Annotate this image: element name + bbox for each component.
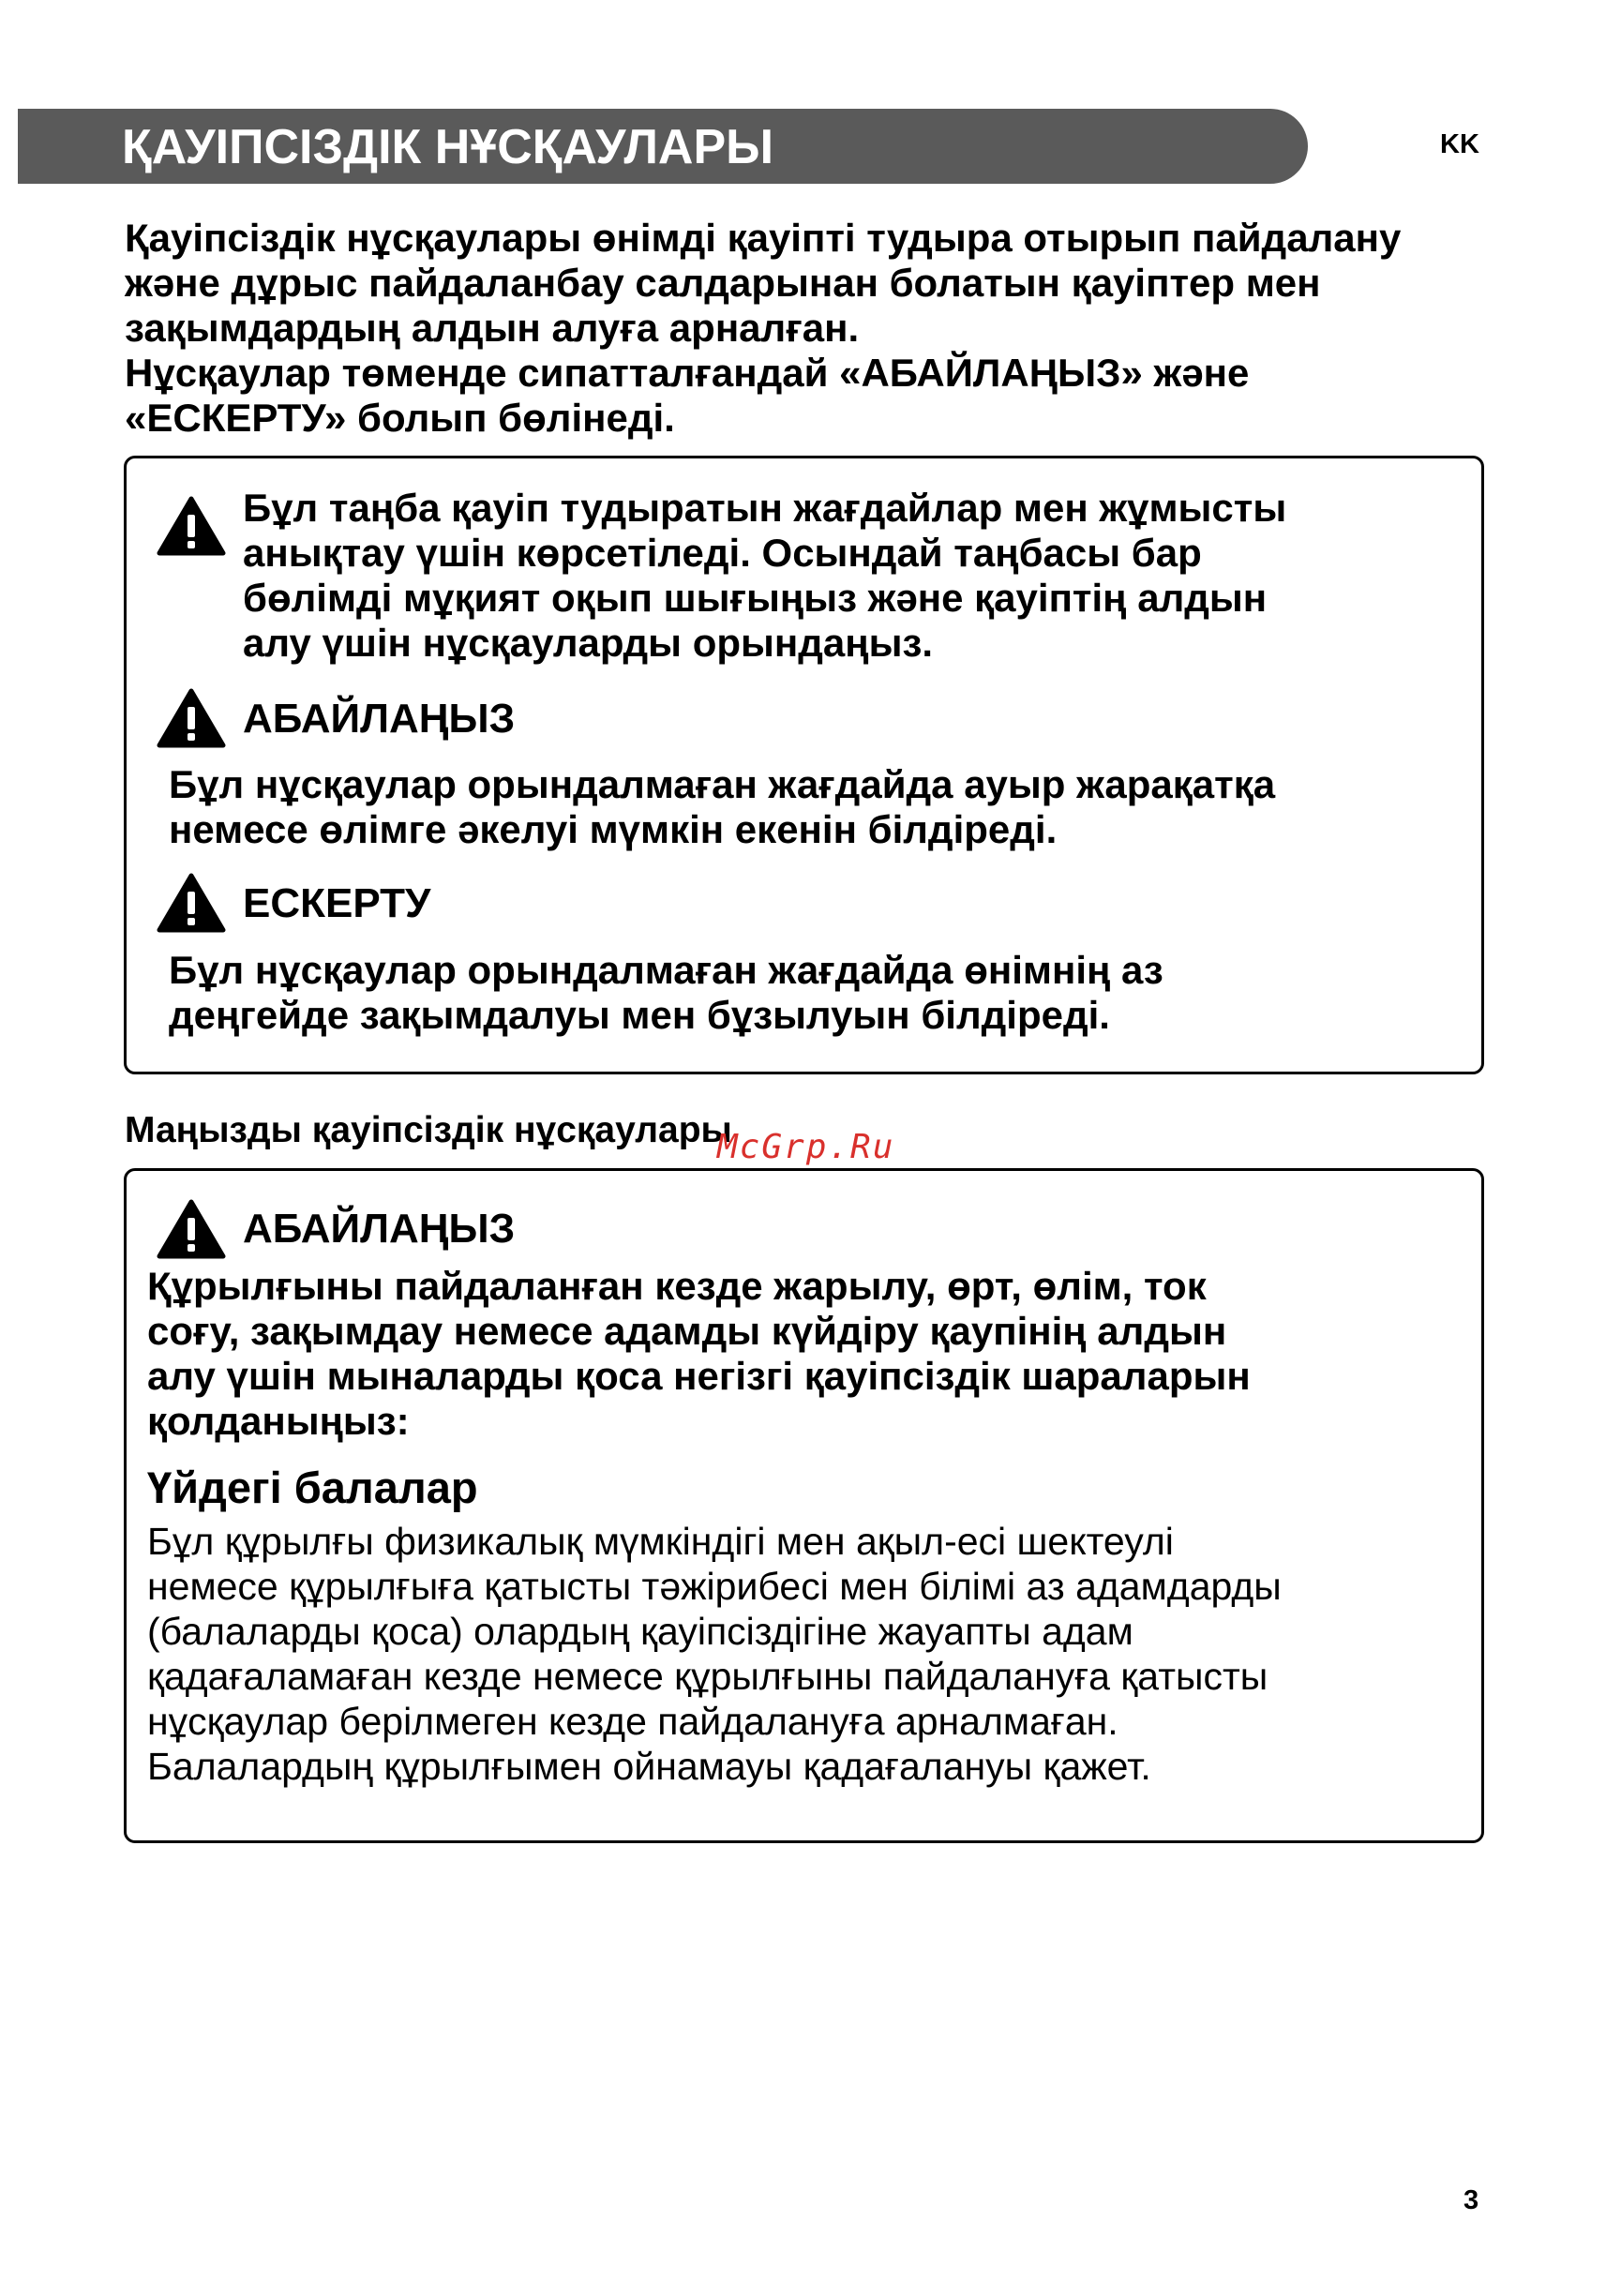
warning-label: АБАЙЛАҢЫЗ xyxy=(243,696,516,742)
watermark: McGrp.Ru xyxy=(717,1128,895,1166)
warning-description: Бұл нұсқаулар орындалмаған жағдайда ауыр жарақатқа немесе өлімге әкелуі мүмкін екенін білдіреді. xyxy=(169,762,1276,851)
intro-paragraph xyxy=(125,216,1493,441)
intro-line: Нұсқаулар төменде сипатталғандай «АБАЙЛАҢЫЗ» және xyxy=(125,351,1250,395)
intro-line: зақымдардың алдын алуға арналған. xyxy=(125,306,860,350)
section-title: Маңызды қауіпсіздік нұсқаулары xyxy=(125,1110,732,1150)
important-intro: Құрылғыны пайдаланған кезде жарылу, өрт, өлім, ток соғу, зақымдау немесе адамды күйдіру қаупінің алдын алу үшін мыналарды қоса негізгі қауіпсіздік шараларын қолданыңыз: xyxy=(147,1264,1251,1443)
intro-line: «ЕСКЕРТУ» болып бөлінеді. xyxy=(125,396,675,440)
important-warning-label: АБАЙЛАҢЫЗ xyxy=(243,1206,516,1252)
caution-description: Бұл нұсқаулар орындалмаған жағдайда өнімнің аз деңгейде зақымдалуы мен бұзылуын білдіреді. xyxy=(169,948,1163,1037)
warning-triangle-icon xyxy=(157,496,226,556)
warning-triangle-icon xyxy=(157,688,226,748)
caution-label: ЕСКЕРТУ xyxy=(243,880,431,926)
children-paragraph: Бұл құрылғы физикалық мүмкіндігі мен ақыл-есі шектеулі немесе құрылғыға қатысты тәжірибесі мен білімі аз адамдарды (балаларды қоса) олардың қауіпсіздігіне жауапты адам қадағаламаған кезде немесе құрылғыны пайдалануға қатысты нұсқаулар берілмеген кезде пайдалануға арналмаған. Балалардың құрылғымен ойнамауы қадағалануы қажет. xyxy=(147,1520,1282,1788)
language-code: KK xyxy=(1440,129,1479,159)
subheading-children: Үйдегі балалар xyxy=(147,1463,478,1512)
warning-triangle-icon xyxy=(157,1199,226,1259)
intro-line: және дұрыс пайдаланбау салдарынан болатын қауіптер мен xyxy=(125,261,1321,305)
symbol-description: Бұл таңба қауіп тудыратын жағдайлар мен жұмысты анықтау үшін көрсетіледі. Осындай таңбасы бар бөлімді мұқият оқып шығыңыз және қауіптің алдын алу үшін нұсқауларды орындаңыз. xyxy=(243,486,1287,665)
intro-line: Қауіпсіздік нұсқаулары өнімді қауіпті тудыра отырып пайдалану xyxy=(125,216,1402,260)
warning-triangle-icon xyxy=(157,873,226,933)
page-number: 3 xyxy=(1463,2185,1479,2215)
page-title: ҚАУІПСІЗДІК НҰСҚАУЛАРЫ xyxy=(122,120,774,174)
